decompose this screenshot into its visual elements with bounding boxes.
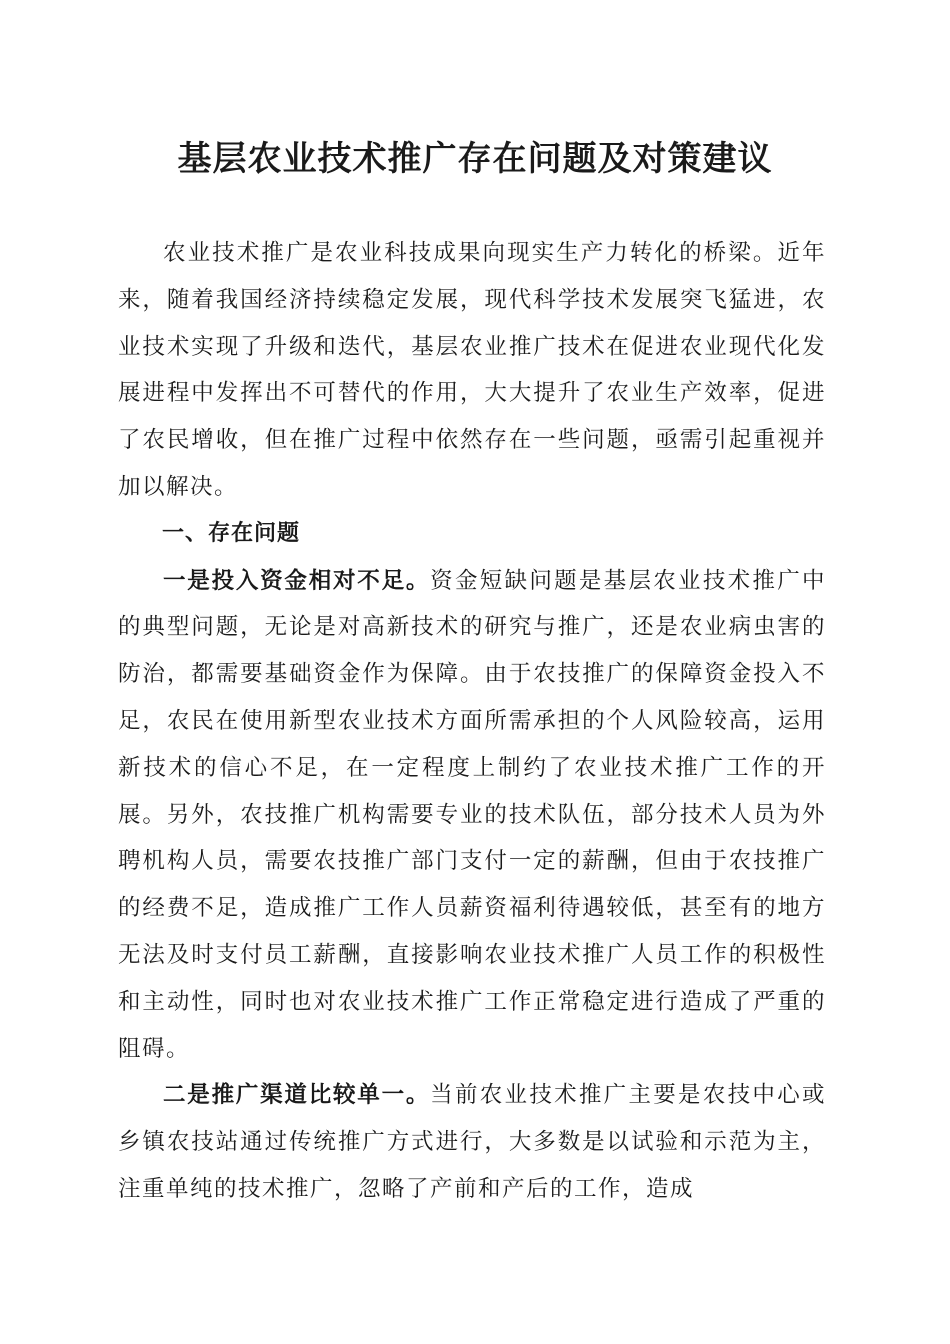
section-heading: 一、存在问题	[162, 520, 301, 546]
paragraph-point-2	[118, 1072, 826, 1212]
point-2-body: 当前农业技术推广主要是农技中心或乡镇农技站通过传统推广方式进行，大多数是以试验和示范为主，注重单纯的技术推广，忽略了产前和产后的工作，造成	[118, 1082, 826, 1202]
point-1-lead: 一是投入资金相对不足。	[163, 567, 431, 594]
point-2-lead: 二是推广渠道比较单一。	[163, 1082, 431, 1109]
intro-paragraph: 农业技术推广是农业科技成果向现实生产力转化的桥梁。近年来，随着我国经济持续稳定发展，现代科学技术发展突飞猛进，农业技术实现了升级和迭代，基层农业推广技术在促进农业现代化发展进程中发挥出不可替代的作用，大大提升了农业生产效率，促进了农民增收，但在推广过程中依然存在一些问题，亟需引起重视并加以解决。	[118, 240, 826, 500]
document-body	[118, 230, 826, 1213]
point-1-body: 资金短缺问题是基层农业技术推广中的典型问题，无论是对高新技术的研究与推广，还是农业病虫害的防治，都需要基础资金作为保障。由于农技推广的保障资金投入不足，农民在使用新型农业技术方面所需承担的个人风险较高，运用新技术的信心不足，在一定程度上制约了农业技术推广工作的开展。另外，农技推广机构需要专业的技术队伍，部分技术人员为外聘机构人员，需要农技推广部门支付一定的薪酬，但由于农技推广的经费不足，造成推广工作人员薪资福利待遇较低，甚至有的地方无法及时支付员工薪酬，直接影响农业技术推广人员工作的积极性和主动性，同时也对农业技术推广工作正常稳定进行造成了严重的阻碍。	[118, 567, 826, 1062]
paragraph-point-1	[118, 558, 826, 1073]
document-title: 基层农业技术推广存在问题及对策建议	[177, 139, 773, 179]
